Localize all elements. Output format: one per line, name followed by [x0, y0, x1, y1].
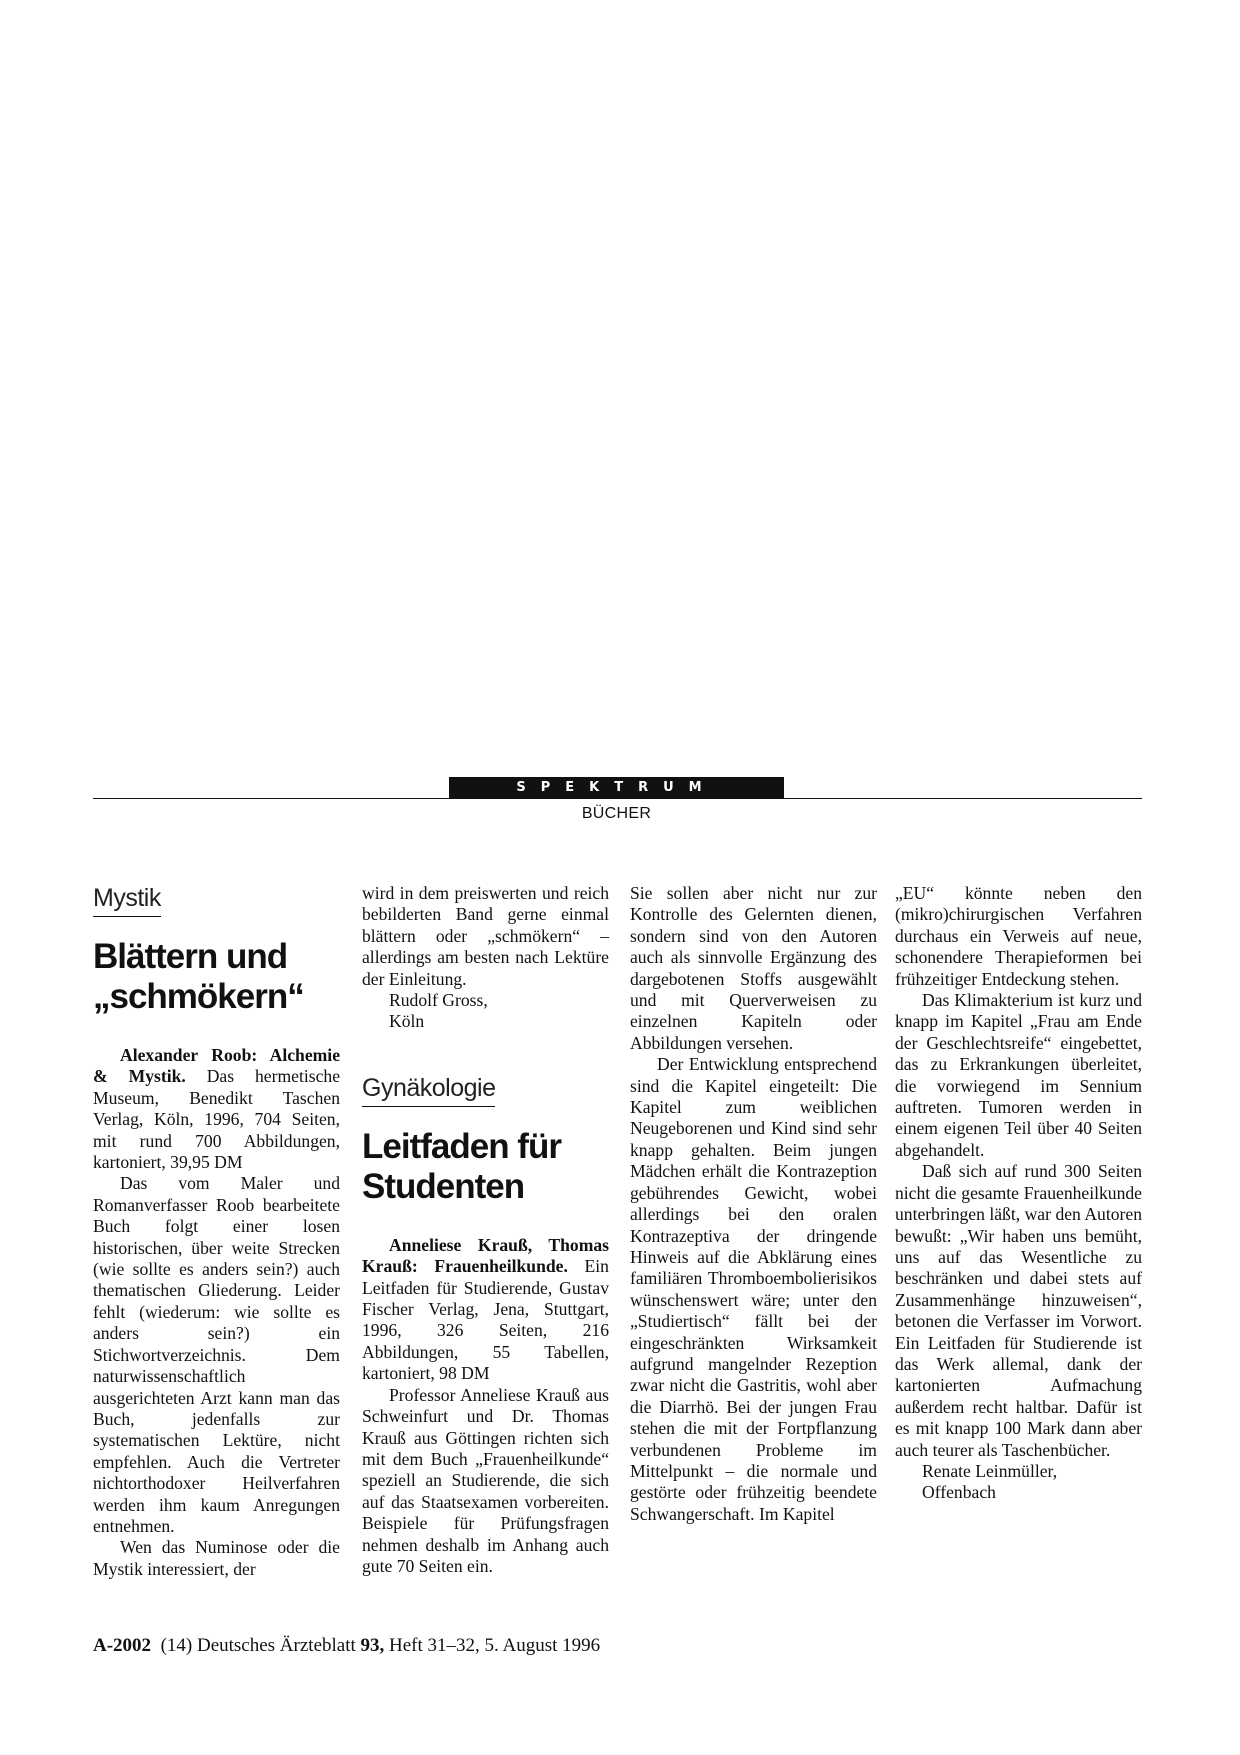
section-header-bar: [449, 777, 784, 798]
footer-issue: Heft 31–32, 5. August 1996: [389, 1635, 601, 1656]
article2-paragraph-1-cont: Sie sollen aber nicht nur zur Kontrolle des Gelernten dienen, sondern sind von den Autoren auch als sinnvolle Ergänzung des dargebotenen Stoffs ausgewählt und mit Querverweisen zu einzelnen Kapiteln oder Abbildungen versehen.: [630, 883, 877, 1053]
column-4: [895, 883, 1142, 1504]
page-footer: [93, 1635, 600, 1657]
article2-author: Renate Leinmüller,: [922, 1460, 1058, 1481]
section-label: SPEKTRUM: [516, 780, 717, 795]
article1-headline-line2: „schmökern“: [93, 977, 304, 1016]
article1-headline: [93, 937, 340, 1017]
article2-bibliography: [362, 1235, 609, 1385]
article2-paragraph-2-start: Der Entwicklung entsprechend sind die Kapitel eingeteilt: Die Kapitel zum weiblichen Neugeborenen und Kind sind sehr knapp gehalten. Beim jungen Mädchen erhält die Kontrazeption gebührendes Gewicht, wobei allerdings bei den oralen Kontrazeptiva der dringende Hinweis auf die Abklärung eines familiären Thromboembolierisikos wünschenswert wäre; unter den „Studiertisch“ fällt bei der eingeschränkten Wirksamkeit aufgrund mangelnder Rezeption zwar nicht die Gastritis, wohl aber die Diarrhö. Bei der jungen Frau stehen die mit der Fortpflanzung verbundenen Probleme im Mittelpunkt – die normale und gestörte oder frühzeitig beendete Schwangerschaft. Im Kapitel: [630, 1054, 877, 1524]
article1-paragraph-2-start: Wen das Numinose oder die Mystik interessiert, der: [93, 1537, 340, 1579]
article1-bib-details: Das hermetische Museum, Benedikt Taschen Verlag, Köln, 1996, 704 Seiten, mit rund 700 Abbildungen, kartoniert, 39,95 DM: [93, 1066, 341, 1173]
article2-paragraph-2-cont: „EU“ könnte neben den (mikro)chirurgischen Verfahren durchaus ein Verweis auf neue, schonendere Therapieformen bei frühzeitiger Entdeckung stehen.: [895, 883, 1142, 989]
article1-city: Köln: [389, 1011, 425, 1032]
footer-volume: 93,: [360, 1635, 385, 1656]
article2-headline: [362, 1127, 609, 1207]
article2-bib-details: Ein Leitfaden für Studierende, Gustav Fischer Verlag, Jena, Stuttgart, 1996, 326 Seiten, 216 Abbildungen, 55 Tabellen, kartoniert, 98 DM: [362, 1256, 609, 1384]
article1-author: Rudolf Gross,: [389, 990, 488, 1011]
article1-bib-title: Alexander Roob: Alchemie & Mystik.: [93, 1045, 340, 1087]
subsection-label: BÜCHER: [581, 805, 652, 822]
header-rule: [93, 798, 1142, 799]
column-2: [362, 883, 609, 1577]
article1-paragraph-2-cont: wird in dem preiswerten und reich bebilderten Band gerne einmal blättern oder „schmökern“ – allerdings am besten nach Lektüre der Einleitung.: [362, 883, 609, 989]
article2-bib-title: Anneliese Krauß, Thomas Krauß: Frauenheilkunde.: [362, 1234, 609, 1277]
article1-paragraph-1: Das vom Maler und Romanverfasser Roob bearbeitete Buch folgt einer losen historischen, über weite Strecken (wie sollte es anders sein?) auch thematischen Gliederung. Leider fehlt (wiederum: wie sollte es anders sein?) ein Stichwortverzeichnis. Dem naturwissenschaftlich ausgerichteten Arzt kann man das Buch, jedenfalls zur systematischen Lektüre, nicht empfehlen. Auch die Vertreter nichtorthodoxer Heilverfahren werden ihm kaum Anregungen entnehmen.: [93, 1173, 340, 1536]
footer-journal: Deutsches Ärzteblatt: [196, 1635, 356, 1656]
article1-rubric: Mystik: [93, 883, 161, 917]
article1-bibliography: [93, 1045, 340, 1173]
article2-paragraph-3: Das Klimakterium ist kurz und knapp im Kapitel „Frau am Ende der Geschlechtsreife“ eingebettet, das zu Erkrankungen überleitet, die vorwiegend im Sennium auftreten. Tumoren werden in einem eigenen Teil über 40 Seiten abgehandelt.: [895, 990, 1142, 1160]
article2-city: Offenbach: [922, 1482, 996, 1503]
article2-headline-line1: Leitfaden für: [362, 1126, 561, 1166]
article2-paragraph-1-start: Professor Anneliese Krauß aus Schweinfurt und Dr. Thomas Krauß aus Göttingen richten sich mit dem Buch „Frauenheilkunde“ speziell an Studierende, die sich auf das Staatsexamen vorbereiten. Beispiele für Prüfungsfragen nehmen deshalb im Anhang auch gute 70 Seiten ein.: [362, 1384, 609, 1576]
column-1: [93, 883, 340, 1580]
article2-paragraph-4: Daß sich auf rund 300 Seiten nicht die gesamte Frauenheilkunde unterbringen läßt, war den Autoren bewußt: „Wir haben uns bemüht, uns auf das Wesentliche zu beschränken und dabei stets auf Zusammenhänge hinzuweisen“, betonen die Verfasser im Vorwort. Ein Leitfaden für Studierende ist das Werk allemal, dank der kartonierten Aufmachung außerdem recht haltbar. Dafür ist es mit knapp 100 Mark dann aber auch teurer als Taschenbücher.: [895, 1161, 1142, 1460]
column-3: [630, 883, 877, 1525]
article1-headline-line1: Blättern und: [93, 937, 288, 976]
footer-page-number: A-2002: [93, 1635, 152, 1656]
footer-page-paren: (14): [160, 1635, 193, 1656]
article2-rubric: Gynäkologie: [362, 1073, 495, 1107]
article2-headline-line2: Studenten: [362, 1166, 525, 1206]
